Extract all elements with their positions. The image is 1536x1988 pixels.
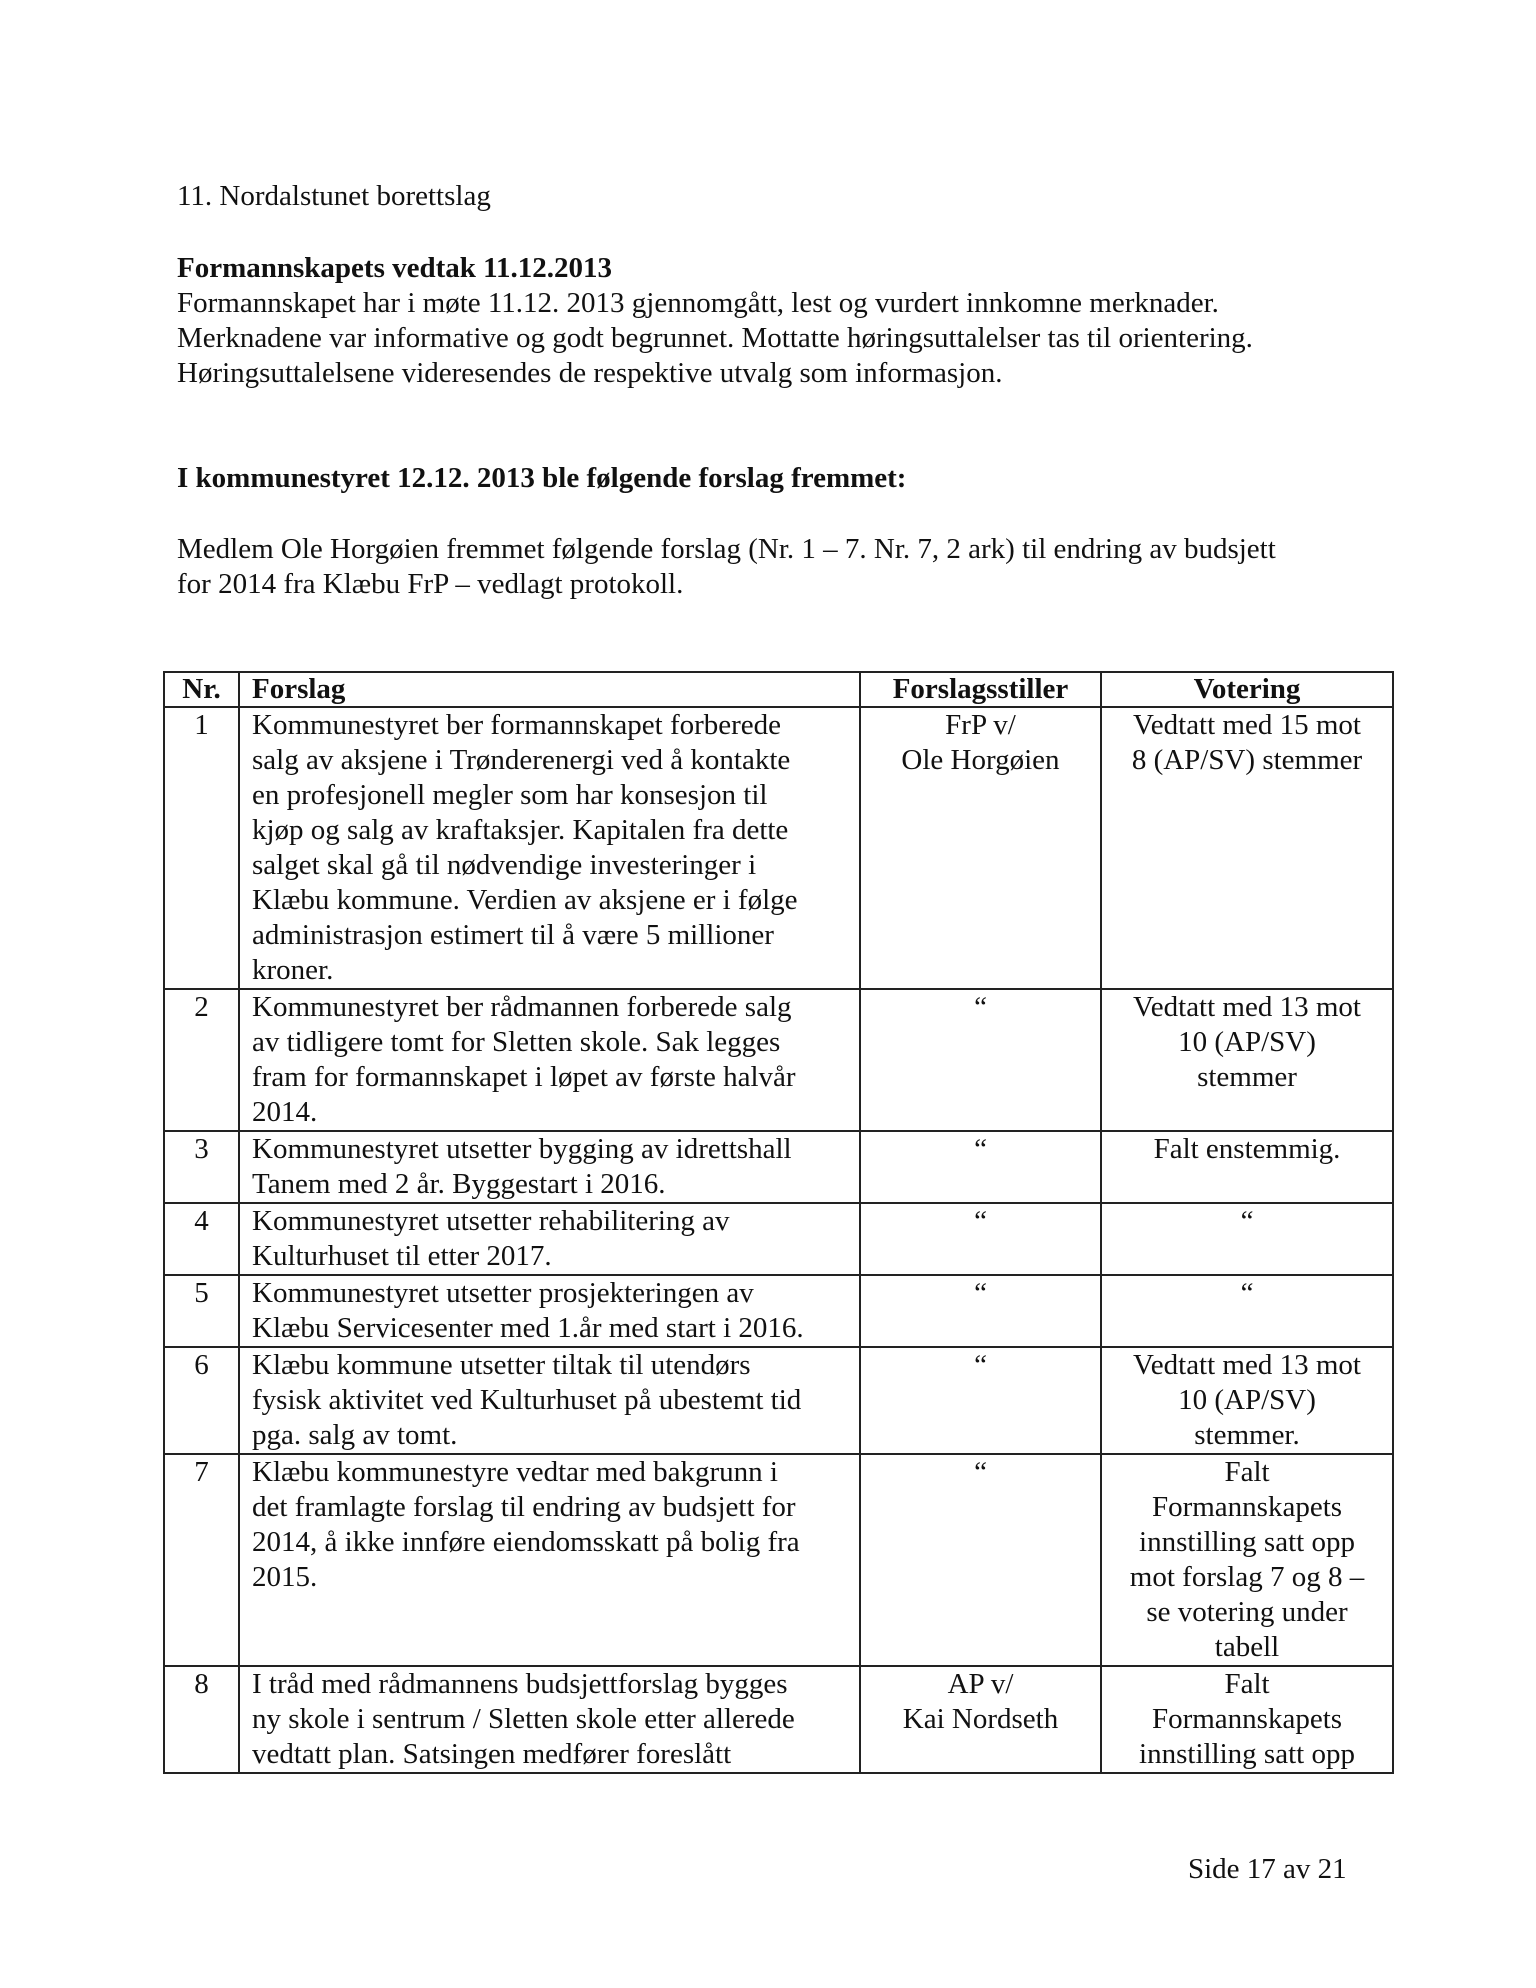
section-heading: 11. Nordalstunet borettslag (177, 180, 491, 212)
cell-votering: Falt Formannskapets innstilling satt opp mot forslag 7 og 8 – se votering under tabell (1101, 1454, 1393, 1666)
cell-forslagsstiller: “ (860, 1454, 1101, 1666)
cell-forslag: Kommunestyret ber formannskapet forberede salg av aksjene i Trønderenergi ved å kontakte en profesjonell megler som har konsesjon til kjøp og salg av kraftaksjer. Kapitalen fra dette salget skal gå til nødvendige investeringer i Klæbu kommune. Verdien av aksjene er i følge administrasjon estimert til å være 5 millioner kroner. (239, 707, 860, 989)
cell-votering: Vedtatt med 15 mot 8 (AP/SV) stemmer (1101, 707, 1393, 989)
cell-nr: 4 (164, 1203, 239, 1275)
cell-forslagsstiller: “ (860, 1131, 1101, 1203)
cell-nr: 1 (164, 707, 239, 989)
cell-nr: 3 (164, 1131, 239, 1203)
cell-forslag: Kommunestyret utsetter rehabilitering av Kulturhuset til etter 2017. (239, 1203, 860, 1275)
page-number: Side 17 av 21 (1188, 1853, 1347, 1885)
proposal-table (163, 671, 1394, 1774)
table-row (164, 989, 1393, 1131)
header-nr: Nr. (164, 672, 239, 707)
header-votering: Votering (1101, 672, 1393, 707)
cell-votering: Falt Formannskapets innstilling satt opp (1101, 1666, 1393, 1773)
cell-forslagsstiller: “ (860, 1203, 1101, 1275)
cell-forslag: Kommunestyret ber rådmannen forberede salg av tidligere tomt for Sletten skole. Sak legges fram for formannskapet i løpet av første halvår 2014. (239, 989, 860, 1131)
cell-forslag: Klæbu kommunestyre vedtar med bakgrunn i det framlagte forslag til endring av budsjett for 2014, å ikke innføre eiendomsskatt på bolig fra 2015. (239, 1454, 860, 1666)
cell-forslag: Kommunestyret utsetter prosjekteringen av Klæbu Servicesenter med 1.år med start i 2016. (239, 1275, 860, 1347)
cell-forslagsstiller: “ (860, 1347, 1101, 1454)
table-row (164, 707, 1393, 989)
table-row (164, 1347, 1393, 1454)
formannskap-body: Formannskapet har i møte 11.12. 2013 gjennomgått, lest og vurdert innkomne merknader. Merknadene var informative og godt begrunnet. Mottatte høringsuttalelser tas til orientering. Høringsuttalelsene videresendes de respektive utvalg som informasjon. (177, 287, 1253, 389)
cell-forslag: Kommunestyret utsetter bygging av idrettshall Tanem med 2 år. Byggestart i 2016. (239, 1131, 860, 1203)
kommunestyret-heading: I kommunestyret 12.12. 2013 ble følgende forslag fremmet: (177, 462, 907, 494)
cell-votering: Vedtatt med 13 mot 10 (AP/SV) stemmer (1101, 989, 1393, 1131)
table-row (164, 1203, 1393, 1275)
formannskap-heading: Formannskapets vedtak 11.12.2013 (177, 252, 613, 284)
cell-votering: Falt enstemmig. (1101, 1131, 1393, 1203)
table-row (164, 1454, 1393, 1666)
cell-forslagsstiller: “ (860, 1275, 1101, 1347)
table-row (164, 1131, 1393, 1203)
cell-forslag: I tråd med rådmannens budsjettforslag bygges ny skole i sentrum / Sletten skole etter allerede vedtatt plan. Satsingen medfører foreslått (239, 1666, 860, 1773)
cell-votering: “ (1101, 1203, 1393, 1275)
table-row (164, 1666, 1393, 1773)
kommunestyret-intro: Medlem Ole Horgøien fremmet følgende forslag (Nr. 1 – 7. Nr. 7, 2 ark) til endring av budsjett for 2014 fra Klæbu FrP – vedlagt protokoll. (177, 533, 1276, 600)
cell-votering: Vedtatt med 13 mot 10 (AP/SV) stemmer. (1101, 1347, 1393, 1454)
cell-nr: 6 (164, 1347, 239, 1454)
cell-nr: 2 (164, 989, 239, 1131)
cell-nr: 8 (164, 1666, 239, 1773)
header-forslag: Forslag (239, 672, 860, 707)
cell-votering: “ (1101, 1275, 1393, 1347)
table-row (164, 1275, 1393, 1347)
cell-nr: 5 (164, 1275, 239, 1347)
cell-forslagsstiller: “ (860, 989, 1101, 1131)
cell-forslagsstiller: FrP v/ Ole Horgøien (860, 707, 1101, 989)
header-forslagsstiller: Forslagsstiller (860, 672, 1101, 707)
cell-forslagsstiller: AP v/ Kai Nordseth (860, 1666, 1101, 1773)
table-header-row (164, 672, 1393, 707)
cell-nr: 7 (164, 1454, 239, 1666)
cell-forslag: Klæbu kommune utsetter tiltak til utendørs fysisk aktivitet ved Kulturhuset på ubestemt tid pga. salg av tomt. (239, 1347, 860, 1454)
